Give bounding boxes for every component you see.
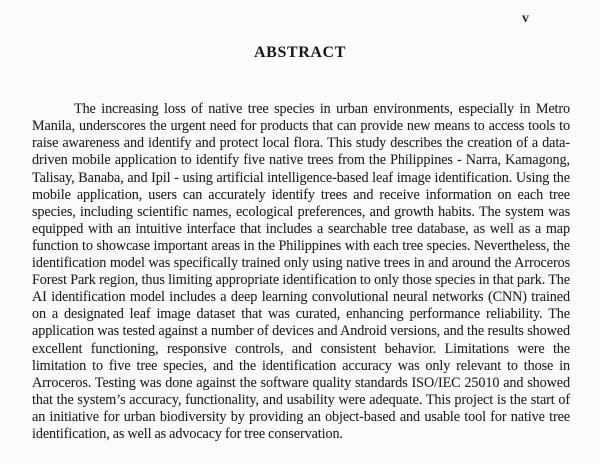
abstract-heading: ABSTRACT xyxy=(254,44,346,61)
page-number: v xyxy=(522,11,529,26)
abstract-paragraph: The increasing loss of native tree species in urban environments, especially in Metro Manila, underscores the urgent need for products that can provide new means to access tools to raise awareness and identify and protect local flora. This study describes the creation of a data-driven mobile application to identify five native trees from the Philippines - Narra, Kamagong, Talisay, Banaba, and Ipil - using artificial intelligence-based leaf image identification. Using the mobile application, users can accurately identify trees and receive information on each tree species, including scientific names, ecological preferences, and growth habits. The system was equipped with an intuitive interface that includes a searchable tree database, as well as a map function to showcase important areas in the Philippines with each tree species. Nevertheless, the identification model was specifically trained only using native trees in and around the Arroceros Forest Park region, thus limiting appropriate identification to only those species in that park. The AI identification model includes a deep learning convolutional neural networks (CNN) trained on a designated leaf image dataset that was curated, enhancing performance reliability. The application was tested against a number of devices and Android versions, and the results showed excellent functioning, responsive controls, and consistent behavior. Limitations were the limitation to five tree species, and the identification accuracy was only relevant to those in Arroceros. Testing was done against the software quality standards ISO/IEC 25010 and showed that the system’s accuracy, functionality, and usability were adequate. This project is the start of an initiative for urban biodiversity by providing an object-based and usable tool for native tree identification, as well as advocacy for tree conservation. xyxy=(32,101,570,442)
